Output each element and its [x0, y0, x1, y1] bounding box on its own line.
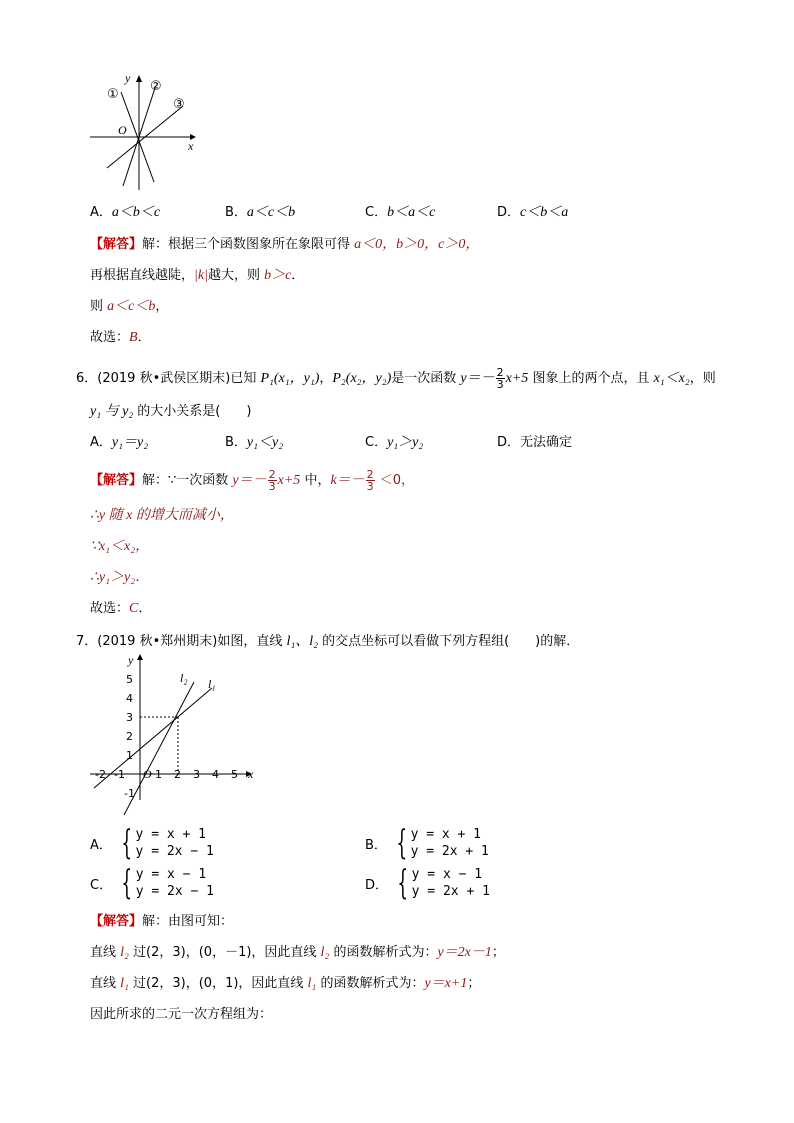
- q7-origin-label: O: [143, 767, 152, 781]
- q5-answer-line-4: 故选：B．: [90, 330, 151, 345]
- q7-answer-line-1: 【解答】解：由图可知：: [90, 914, 234, 929]
- q5-answer-line-2: 再根据直线越陡，|k|越大，则 b＞c．: [90, 268, 305, 283]
- q6-option-d: D．无法确定: [497, 435, 573, 450]
- q6-option-a: A．y₁＝y₂: [90, 435, 149, 450]
- q5-answer-line-1: 【解答】解：根据三个函数图象所在象限可得 a＜0，b＞0，c＞0，: [90, 237, 480, 252]
- q6-answer-line-4: ∴y₁＞y₂．: [90, 570, 150, 585]
- q6-stem-line-1: 6．(2019 秋•武侯区期末)已知 P₁(x₁，y₁)，P₂(x₂，y₂)是一次函数 y＝－ $\frac{2}{3}$ x+5 图象上的两个点，且 x₁＜x₂，则: [76, 366, 716, 391]
- q7-l1-label: l₁: [208, 677, 216, 691]
- q5-x-label: x: [188, 139, 194, 153]
- q6-option-b: B．y₁＜y₂: [225, 435, 284, 450]
- q5-y-arrow: [136, 75, 142, 82]
- q7-x-tick: 4: [212, 768, 219, 781]
- q7-y-tick: 5: [126, 673, 133, 686]
- q7-answer-line-2: 直线 l₂ 过(2，3)，(0，－1)，因此直线 l₂ 的函数解析式为：y＝2x－1；: [90, 945, 505, 960]
- q7-x-tick: -1: [114, 768, 125, 781]
- q6-answer-line-5: 故选：C．: [90, 601, 152, 616]
- q6-answer-fraction-1: $\frac{2}{3}$: [268, 468, 276, 493]
- q7-y-tick: 3: [126, 711, 133, 724]
- q7-x-tick: 1: [155, 768, 162, 781]
- q5-line-label-1: ①: [107, 87, 119, 102]
- q7-option-a: A． { y = x + 1 y = 2x − 1: [90, 823, 214, 863]
- q7-y-arrow: [137, 654, 143, 660]
- q7-option-d: D． { y = x − 1 y = 2x + 1: [365, 863, 490, 903]
- q6-answer-fraction-2: $\frac{2}{3}$: [366, 468, 374, 493]
- q7-answer-line-4: 因此所求的二元一次方程组为：: [90, 1007, 273, 1022]
- q6-answer-line-1: 【解答】解：∵一次函数 y＝－ $\frac{2}{3}$ x+5 中，k＝－ $\frac{2}{3}$ ＜0，: [90, 468, 415, 493]
- q7-x-tick: -2: [95, 768, 106, 781]
- q7-option-b: B． { y = x + 1 y = 2x + 1: [365, 823, 489, 863]
- q7-answer-line-3: 直线 l₁ 过(2，3)，(0，1)，因此直线 l₁ 的函数解析式为：y＝x+1；: [90, 976, 481, 991]
- q7-x-tick: 2: [174, 768, 181, 781]
- q7-x-tick: 5: [231, 768, 238, 781]
- q7-y-tick: 1: [126, 749, 133, 762]
- q5-option-d: D．c＜b＜a: [497, 205, 569, 220]
- q5-option-c: C．b＜a＜c: [365, 205, 436, 220]
- q5-y-label: y: [125, 71, 131, 85]
- q7-stem: 7．(2019 秋•郑州期末)如图，直线 l₁、l₂ 的交点坐标可以看做下列方程组( )的解．: [76, 634, 580, 649]
- q5-graph: [85, 70, 205, 195]
- q7-x-label: x: [248, 767, 254, 781]
- q5-answer-line-3: 则 a＜c＜b，: [90, 299, 169, 314]
- q5-option-b: B．a＜c＜b: [225, 205, 296, 220]
- q7-graph: [88, 650, 263, 820]
- q5-option-a: A．a＜b＜c: [90, 205, 161, 220]
- q7-y-tick: 4: [126, 692, 133, 705]
- q5-line-label-3: ③: [173, 97, 185, 112]
- q5-origin-label: O: [118, 123, 127, 137]
- q6-option-c: C．y₁＞y₂: [365, 435, 424, 450]
- q6-stem-line-2: y₁ 与 y₂ 的大小关系是( ): [90, 404, 252, 419]
- q7-y-tick: -1: [124, 787, 135, 800]
- q7-y-tick: 2: [126, 730, 133, 743]
- q7-y-label: y: [128, 653, 134, 667]
- q6-fraction: $\frac{2}{3}$: [496, 366, 504, 391]
- q6-answer-line-2: ∴y 随 x 的增大而减小，: [90, 508, 234, 523]
- q6-answer-line-3: ∵x₁＜x₂，: [90, 539, 150, 554]
- q7-x-tick: 3: [193, 768, 200, 781]
- q7-option-c: C． { y = x − 1 y = 2x − 1: [90, 863, 214, 903]
- q7-l2-label: l₂: [180, 671, 188, 685]
- q5-line-label-2: ②: [150, 79, 162, 94]
